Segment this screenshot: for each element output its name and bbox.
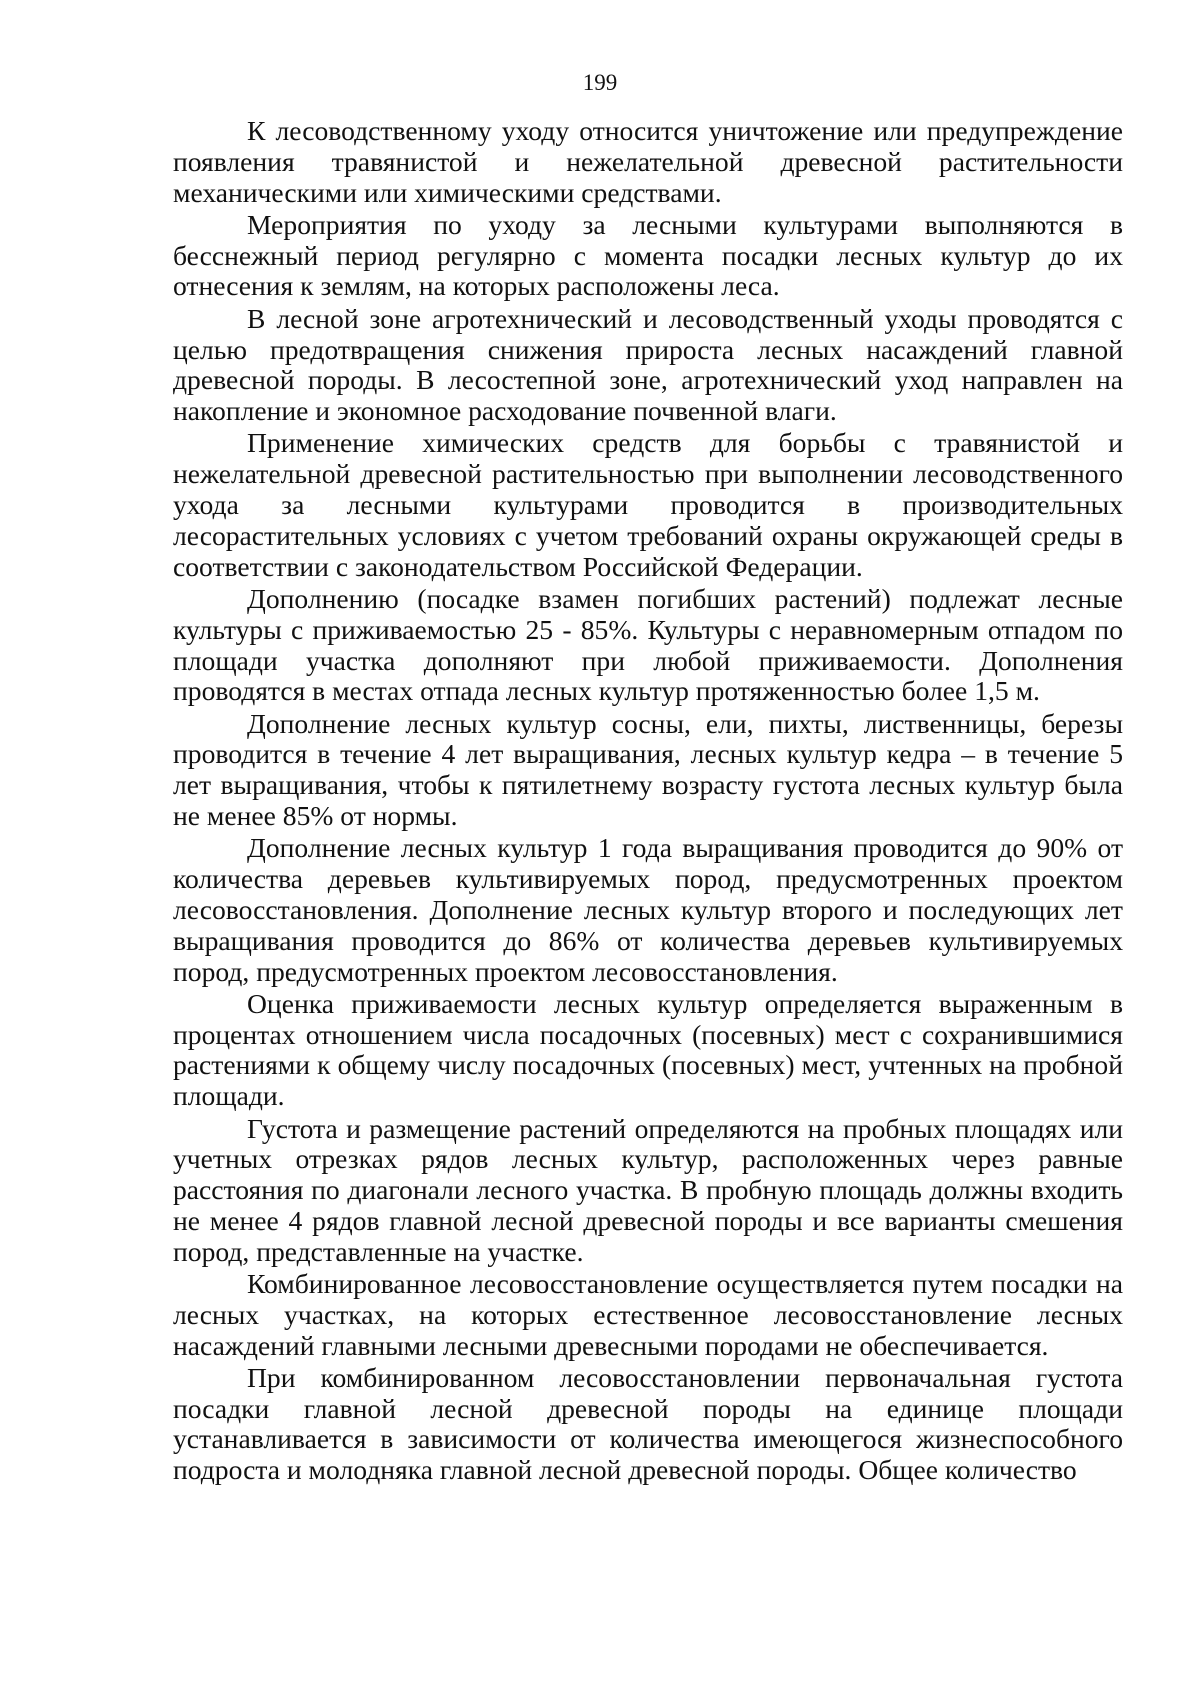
paragraph: В лесной зоне агротехнический и лесоводственный уходы проводятся с целью предотвращения снижения прироста лесных насаждений главной древесной породы. В лесостепной зоне, агротехнический уход направлен на накопление и экономное расходование почвенной влаги.	[173, 302, 1123, 427]
paragraph: Комбинированное лесовосстановление осуществляется путем посадки на лесных участках, на которых естественное лесовосстановление лесных насаждений главными лесными древесными породами не обеспечивается.	[173, 1267, 1123, 1361]
paragraph: Дополнение лесных культур сосны, ели, пихты, лиственницы, березы проводится в течение 4 лет выращивания, лесных культур кедра – в течение 5 лет выращивания, чтобы к пятилетнему возрасту густота лесных культур была не менее 85% от нормы.	[173, 707, 1123, 832]
paragraph: К лесоводственному уходу относится уничтожение или предупреждение появления травянистой и нежелательной древесной растительности механическими или химическими средствами.	[173, 115, 1123, 208]
paragraph: Мероприятия по уходу за лесными культурами выполняются в бесснежный период регулярно с момента посадки лесных культур до их отнесения к землям, на которых расположены леса.	[173, 208, 1123, 302]
paragraph: Густота и размещение растений определяются на пробных площадях или учетных отрезках рядов лесных культур, расположенных через равные расстояния по диагонали лесного участка. В пробную площадь должны входить не менее 4 рядов главной лесной древесной породы и все варианты смешения пород, представленные на участке.	[173, 1112, 1123, 1267]
body-text	[173, 116, 1123, 1488]
paragraph: Применение химических средств для борьбы с травянистой и нежелательной древесной растительностью при выполнении лесоводственного ухода за лесными культурами проводится в производительных лесорастительных условиях с учетом требований охраны окружающей среды в соответствии с законодательством Российской Федерации.	[173, 427, 1123, 582]
paragraph: При комбинированном лесовосстановлении первоначальная густота посадки главной лесной древесной породы на единице площади устанавливается в зависимости от количества имеющегося жизнеспособного подроста и молодняка главной лесной древесной породы. Общее количество	[173, 1361, 1123, 1486]
page-number: 199	[582, 70, 618, 95]
paragraph: Дополнение лесных культур 1 года выращивания проводится до 90% от количества деревьев культивируемых пород, предусмотренных проектом лесовосстановления. Дополнение лесных культур второго и последующих лет выращивания проводится до 86% от количества деревьев культивируемых пород, предусмотренных проектом лесовосстановления.	[173, 832, 1123, 987]
paragraph: Дополнению (посадке взамен погибших растений) подлежат лесные культуры с приживаемостью 25 - 85%. Культуры с неравномерным отпадом по площади участка дополняют при любой приживаемости. Дополнения проводятся в местах отпада лесных культур протяженностью более 1,5 м.	[173, 582, 1123, 707]
paragraph: Оценка приживаемости лесных культур определяется выраженным в процентах отношением числа посадочных (посевных) мест с сохранившимися растениями к общему числу посадочных (посевных) мест, учтенных на пробной площади.	[173, 987, 1123, 1112]
